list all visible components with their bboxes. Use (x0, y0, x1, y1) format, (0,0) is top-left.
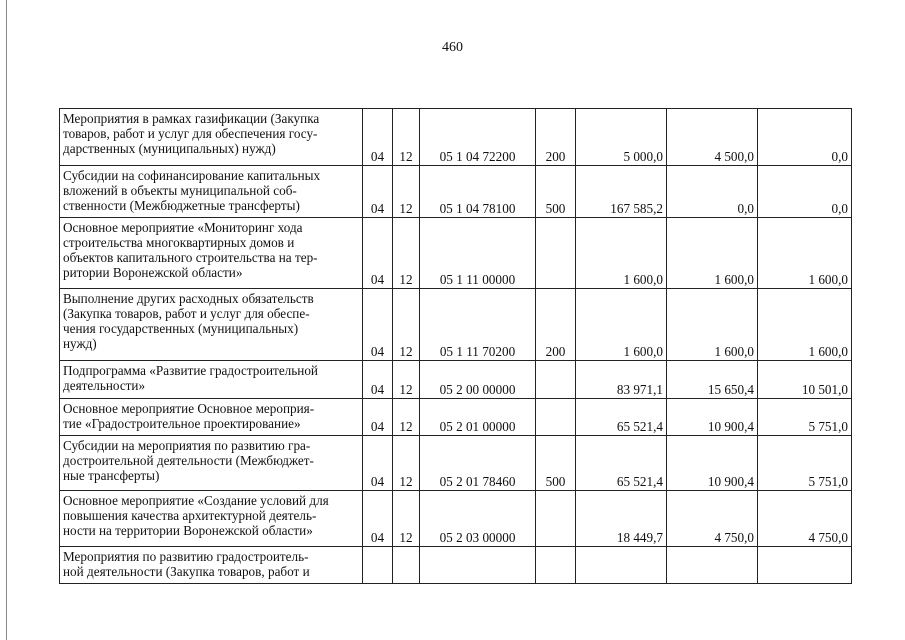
description-line: строительства многоквартирных домов и (63, 235, 295, 250)
amount-year3-cell: 1 600,0 (758, 218, 852, 289)
table-row (60, 166, 852, 218)
description-line: нужд) (63, 336, 97, 351)
section-code-cell (363, 547, 393, 584)
expense-type-cell (536, 547, 576, 584)
budget-table (59, 108, 852, 584)
description-line: ственности (Межбюджетные трансферты) (63, 198, 300, 213)
description-line: тие «Градостроительное проектирование» (63, 416, 301, 431)
description-line: чения государственных (муниципальных) (63, 321, 299, 336)
description-cell (60, 547, 363, 584)
section-code-cell: 04 (363, 399, 393, 436)
description-cell (60, 399, 363, 436)
amount-year1-cell: 65 521,4 (576, 399, 667, 436)
target-article-cell: 05 2 01 78460 (420, 436, 536, 491)
description-cell (60, 289, 363, 361)
amount-year1-cell: 167 585,2 (576, 166, 667, 218)
table-row (60, 547, 852, 584)
description-line: ной деятельности (Закупка товаров, работ и (63, 564, 310, 579)
expense-type-cell (536, 218, 576, 289)
subsection-code-cell (393, 547, 420, 584)
description-line: Мероприятия в рамках газификации (Закупка (63, 111, 320, 126)
page-edge-line (6, 0, 7, 640)
description-line: повышения качества архитектурной деятель- (63, 508, 317, 523)
description-line: деятельности» (63, 378, 146, 393)
amount-year2-cell: 4 750,0 (667, 491, 758, 547)
expense-type-cell (536, 491, 576, 547)
table-row (60, 289, 852, 361)
section-code-cell: 04 (363, 218, 393, 289)
section-code-cell: 04 (363, 436, 393, 491)
target-article-cell: 05 1 04 72200 (420, 109, 536, 166)
subsection-code-cell: 12 (393, 166, 420, 218)
budget-table-body (60, 109, 852, 584)
table-row (60, 109, 852, 166)
amount-year1-cell: 1 600,0 (576, 218, 667, 289)
description-line: Выполнение других расходных обязательств (63, 291, 314, 306)
section-code-cell: 04 (363, 109, 393, 166)
description-cell (60, 491, 363, 547)
subsection-code-cell: 12 (393, 109, 420, 166)
description-line: Основное мероприятие «Мониторинг хода (63, 220, 303, 235)
expense-type-cell: 500 (536, 436, 576, 491)
table-row (60, 436, 852, 491)
description-cell (60, 218, 363, 289)
description-line: (Закупка товаров, работ и услуг для обеспе- (63, 306, 310, 321)
amount-year1-cell (576, 547, 667, 584)
amount-year2-cell: 1 600,0 (667, 218, 758, 289)
expense-type-cell (536, 399, 576, 436)
section-code-cell: 04 (363, 361, 393, 399)
amount-year1-cell: 5 000,0 (576, 109, 667, 166)
subsection-code-cell: 12 (393, 361, 420, 399)
subsection-code-cell: 12 (393, 491, 420, 547)
target-article-cell: 05 2 03 00000 (420, 491, 536, 547)
target-article-cell: 05 1 04 78100 (420, 166, 536, 218)
description-line: Основное мероприятие Основное мероприя- (63, 401, 315, 416)
amount-year3-cell: 5 751,0 (758, 399, 852, 436)
amount-year1-cell: 83 971,1 (576, 361, 667, 399)
description-line: товаров, работ и услуг для обеспечения госу- (63, 126, 318, 141)
expense-type-cell: 200 (536, 109, 576, 166)
description-line: Субсидии на софинансирование капитальных (63, 168, 321, 183)
amount-year2-cell: 4 500,0 (667, 109, 758, 166)
amount-year3-cell (758, 547, 852, 584)
subsection-code-cell: 12 (393, 436, 420, 491)
amount-year3-cell: 0,0 (758, 166, 852, 218)
amount-year1-cell: 1 600,0 (576, 289, 667, 361)
description-line: достроительной деятельности (Межбюджет- (63, 453, 314, 468)
description-line: дарственных (муниципальных) нужд) (63, 141, 276, 156)
amount-year3-cell: 4 750,0 (758, 491, 852, 547)
section-code-cell: 04 (363, 289, 393, 361)
description-line: Основное мероприятие «Создание условий для (63, 493, 329, 508)
subsection-code-cell: 12 (393, 218, 420, 289)
description-line: Подпрограмма «Развитие градостроительной (63, 363, 318, 378)
description-line: ные трансферты) (63, 468, 160, 483)
target-article-cell: 05 2 00 00000 (420, 361, 536, 399)
expense-type-cell: 200 (536, 289, 576, 361)
section-code-cell: 04 (363, 491, 393, 547)
target-article-cell (420, 547, 536, 584)
table-row (60, 399, 852, 436)
description-cell (60, 109, 363, 166)
section-code-cell: 04 (363, 166, 393, 218)
amount-year3-cell: 0,0 (758, 109, 852, 166)
target-article-cell: 05 1 11 00000 (420, 218, 536, 289)
table-row (60, 361, 852, 399)
amount-year3-cell: 1 600,0 (758, 289, 852, 361)
subsection-code-cell: 12 (393, 289, 420, 361)
target-article-cell: 05 1 11 70200 (420, 289, 536, 361)
amount-year2-cell: 1 600,0 (667, 289, 758, 361)
amount-year1-cell: 65 521,4 (576, 436, 667, 491)
description-cell (60, 166, 363, 218)
amount-year2-cell (667, 547, 758, 584)
amount-year2-cell: 10 900,4 (667, 399, 758, 436)
expense-type-cell (536, 361, 576, 399)
table-row (60, 491, 852, 547)
expense-type-cell: 500 (536, 166, 576, 218)
amount-year3-cell: 5 751,0 (758, 436, 852, 491)
amount-year1-cell: 18 449,7 (576, 491, 667, 547)
description-line: Субсидии на мероприятия по развитию гра- (63, 438, 311, 453)
page-number: 460 (442, 40, 463, 55)
subsection-code-cell: 12 (393, 399, 420, 436)
description-line: объектов капитального строительства на тер- (63, 250, 318, 265)
description-line: вложений в объекты муниципальной соб- (63, 183, 297, 198)
description-line: ритории Воронежской области» (63, 265, 243, 280)
description-cell (60, 361, 363, 399)
target-article-cell: 05 2 01 00000 (420, 399, 536, 436)
description-line: ности на территории Воронежской области» (63, 523, 313, 538)
amount-year2-cell: 0,0 (667, 166, 758, 218)
amount-year2-cell: 15 650,4 (667, 361, 758, 399)
description-line: Мероприятия по развитию градостроитель- (63, 549, 309, 564)
amount-year3-cell: 10 501,0 (758, 361, 852, 399)
amount-year2-cell: 10 900,4 (667, 436, 758, 491)
table-row (60, 218, 852, 289)
description-cell (60, 436, 363, 491)
